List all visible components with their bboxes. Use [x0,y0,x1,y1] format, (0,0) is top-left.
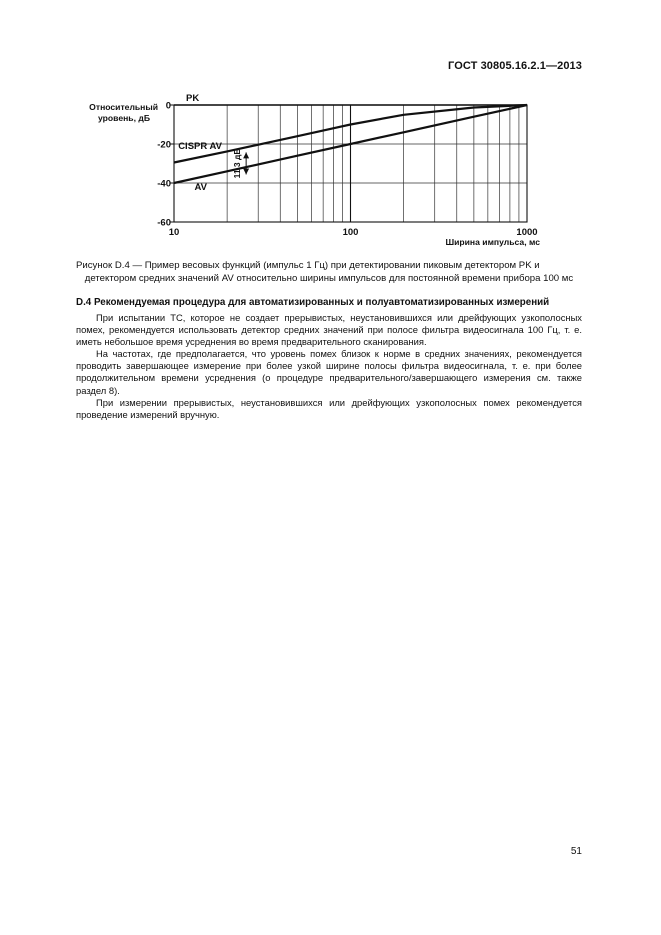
series-label-cispr-av: CISPR AV [178,141,222,152]
figure-d4 [0,0,661,260]
section-heading: D.4 Рекомендуемая процедура для автоматизированных и полуавтоматизированных измерений [76,297,550,308]
annotation-arrow-top [243,152,249,158]
series-label-pk: PK [186,93,200,104]
x-tick-label: 1000 [516,227,538,238]
weighting-function-chart [0,0,661,260]
y-tick-label: -40 [157,178,171,190]
page-number: 51 [570,846,582,857]
y-tick-label: -60 [157,217,171,229]
figure-caption [76,259,582,285]
section-body [76,312,582,421]
series-label-av: AV [194,182,207,193]
document-header-code: ГОСТ 30805.16.2.1—2013 [448,60,582,72]
x-axis-label: Ширина импульса, мс [445,237,540,247]
y-tick-label: -20 [157,139,171,151]
x-tick-label: 100 [342,227,359,238]
x-tick-label: 10 [168,227,180,238]
body-paragraph-2: На частотах, где предполагается, что уровень помех близок к норме в средних значениях, рекомендуется проводить завершающее измерение при более узкой ширине полосы фильтра видеосигнала, т. е. при более продолжительном времени усреднения (о процедуре предварительного/завершающего измерения см. также раздел 8). [76,348,582,396]
chart-axes [170,105,527,222]
body-paragraph-1: При испытании ТС, которое не создает прерывистых, неустановившихся или дрейфующих узкополосных помех, рекомендуется использовать детектор средних значений при полосе фильтра видеосигнала 100 Гц, т. е. иметь небольшое время усреднения во время предварительного сканирования. [76,312,582,348]
body-paragraph-3: При измерении прерывистых, неустановившихся или дрейфующих узкополосных помех рекомендуется проведение измерений вручную. [76,396,582,420]
figure-caption-line-2: детектором средних значений AV относительно ширины импульсов для постоянной времени прибора 100 мс [84,273,574,284]
figure-caption-line-1: Рисунок D.4 — Пример весовых функций (импульс 1 Гц) при детектировании пиковым детектором PK и [76,260,540,271]
annotation-arrow-bottom [243,168,249,174]
annotation-label: 11,3 дБ [232,148,243,179]
y-tick-label: 0 [165,100,171,112]
y-axis-label: Относительный уровень, дБ [89,102,158,123]
